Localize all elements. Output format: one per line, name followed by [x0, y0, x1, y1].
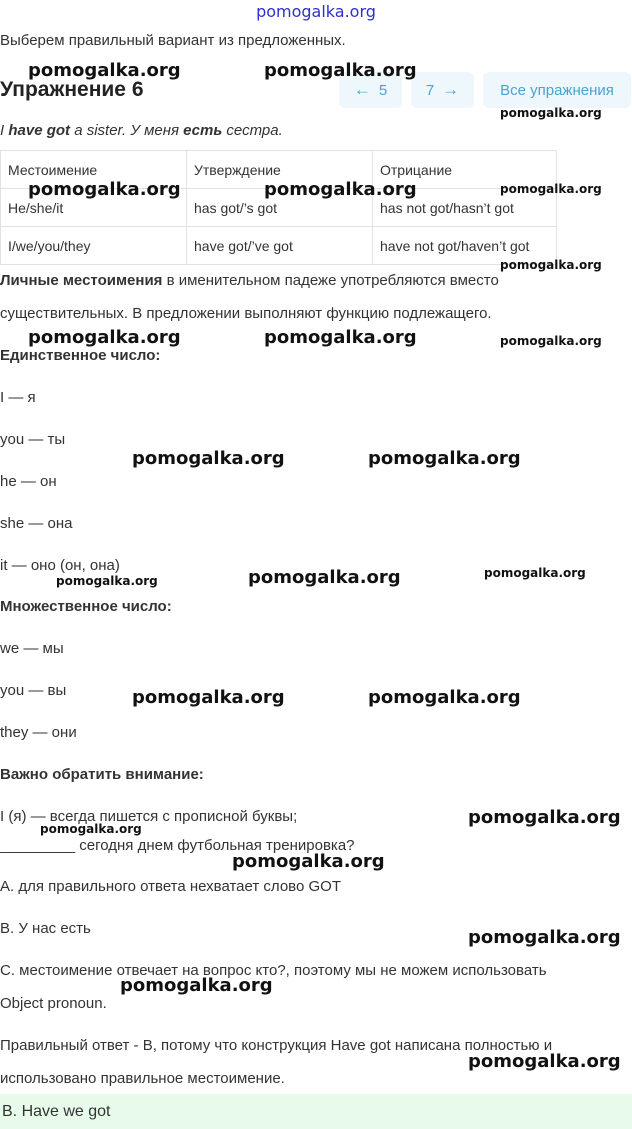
watermark: pomogalka.org — [120, 975, 273, 996]
list-item: they — они — [0, 724, 77, 741]
all-exercises-label: Все упражнения — [500, 81, 614, 99]
watermark: pomogalka.org — [132, 448, 285, 469]
watermark: pomogalka.org — [368, 687, 521, 708]
watermark: pomogalka.org — [264, 327, 417, 348]
correct-explanation-line-1: Правильный ответ - B, потому что конструкция Have got написана полностью и — [0, 1037, 553, 1054]
option-a: A. для правильного ответа нехватает слово GOT — [0, 878, 341, 895]
site-header-link[interactable]: pomogalka.org — [256, 2, 376, 21]
watermark: pomogalka.org — [468, 807, 621, 828]
table-cell: He/she/it — [1, 189, 187, 227]
table-header-row — [1, 151, 557, 189]
watermark: pomogalka.org — [248, 567, 401, 588]
watermark: pomogalka.org — [56, 574, 158, 588]
watermark: pomogalka.org — [28, 60, 181, 81]
option-b: B. У нас есть — [0, 920, 91, 937]
watermark: pomogalka.org — [468, 927, 621, 948]
watermark: pomogalka.org — [40, 822, 142, 836]
list-item: you — ты — [0, 431, 66, 448]
watermark: pomogalka.org — [28, 179, 181, 200]
list-item: I — я — [0, 389, 36, 406]
table-row — [1, 227, 557, 265]
note-text: I (я) — всегда пишется с прописной буквы; — [0, 808, 298, 825]
table-cell: I/we/you/they — [1, 227, 187, 265]
plural-heading: Множественное число: — [0, 598, 172, 615]
watermark: pomogalka.org — [264, 179, 417, 200]
table-header-cell: Отрицание — [373, 151, 557, 189]
correct-explanation-line-2: использовано правильное местоимение. — [0, 1070, 285, 1087]
prev-exercise-button[interactable] — [339, 72, 402, 108]
list-item: we — мы — [0, 640, 64, 657]
all-exercises-button[interactable] — [483, 72, 631, 108]
explanation-line-2: существительных. В предложении выполняют функцию подлежащего. — [0, 305, 492, 322]
watermark: pomogalka.org — [500, 258, 602, 272]
next-exercise-label: 7 — [425, 81, 435, 99]
next-exercise-button[interactable] — [411, 72, 474, 108]
watermark: pomogalka.org — [500, 106, 602, 120]
table-cell: has got/’s got — [187, 189, 373, 227]
table-cell: have not got/haven’t got — [373, 227, 557, 265]
page-title: Упражнение 6 — [0, 78, 144, 101]
grammar-table — [0, 150, 557, 265]
list-item: she — она — [0, 515, 73, 532]
list-item: he — он — [0, 473, 57, 490]
table-header-cell: Местоимение — [1, 151, 187, 189]
watermark: pomogalka.org — [264, 60, 417, 81]
table-cell: has not got/hasn’t got — [373, 189, 557, 227]
watermark: pomogalka.org — [500, 334, 602, 348]
table-row — [1, 189, 557, 227]
watermark: pomogalka.org — [28, 327, 181, 348]
example-sentence: I have got a sister. У меня есть сестра. — [0, 122, 283, 139]
watermark: pomogalka.org — [368, 448, 521, 469]
question-text: _________ сегодня днем футбольная тренировка? — [0, 837, 355, 854]
option-c-line-1: C. местоимение отвечает на вопрос кто?, поэтому мы не можем использовать — [0, 962, 547, 979]
watermark: pomogalka.org — [232, 851, 385, 872]
watermark: pomogalka.org — [468, 1051, 621, 1072]
list-item: it — оно (он, она) — [0, 557, 120, 574]
prev-exercise-label: 5 — [378, 81, 388, 99]
watermark: pomogalka.org — [484, 566, 586, 580]
lead-text: Выберем правильный вариант из предложенных. — [0, 32, 346, 49]
watermark: pomogalka.org — [500, 182, 602, 196]
option-c-line-2: Object pronoun. — [0, 995, 107, 1012]
arrow-right-icon: → — [442, 80, 460, 99]
list-item: you — вы — [0, 682, 67, 699]
answer-highlight — [0, 1094, 632, 1129]
explanation-line-1: Личные местоимения в именительном падеже употребляются вместо — [0, 272, 499, 289]
watermark: pomogalka.org — [132, 687, 285, 708]
singular-heading: Единственное число: — [0, 347, 161, 364]
answer-text: B. Have we got — [2, 1102, 111, 1120]
table-header-cell: Утверждение — [187, 151, 373, 189]
arrow-left-icon: ← — [353, 80, 371, 99]
table-cell: have got/’ve got — [187, 227, 373, 265]
note-heading: Важно обратить внимание: — [0, 766, 204, 783]
